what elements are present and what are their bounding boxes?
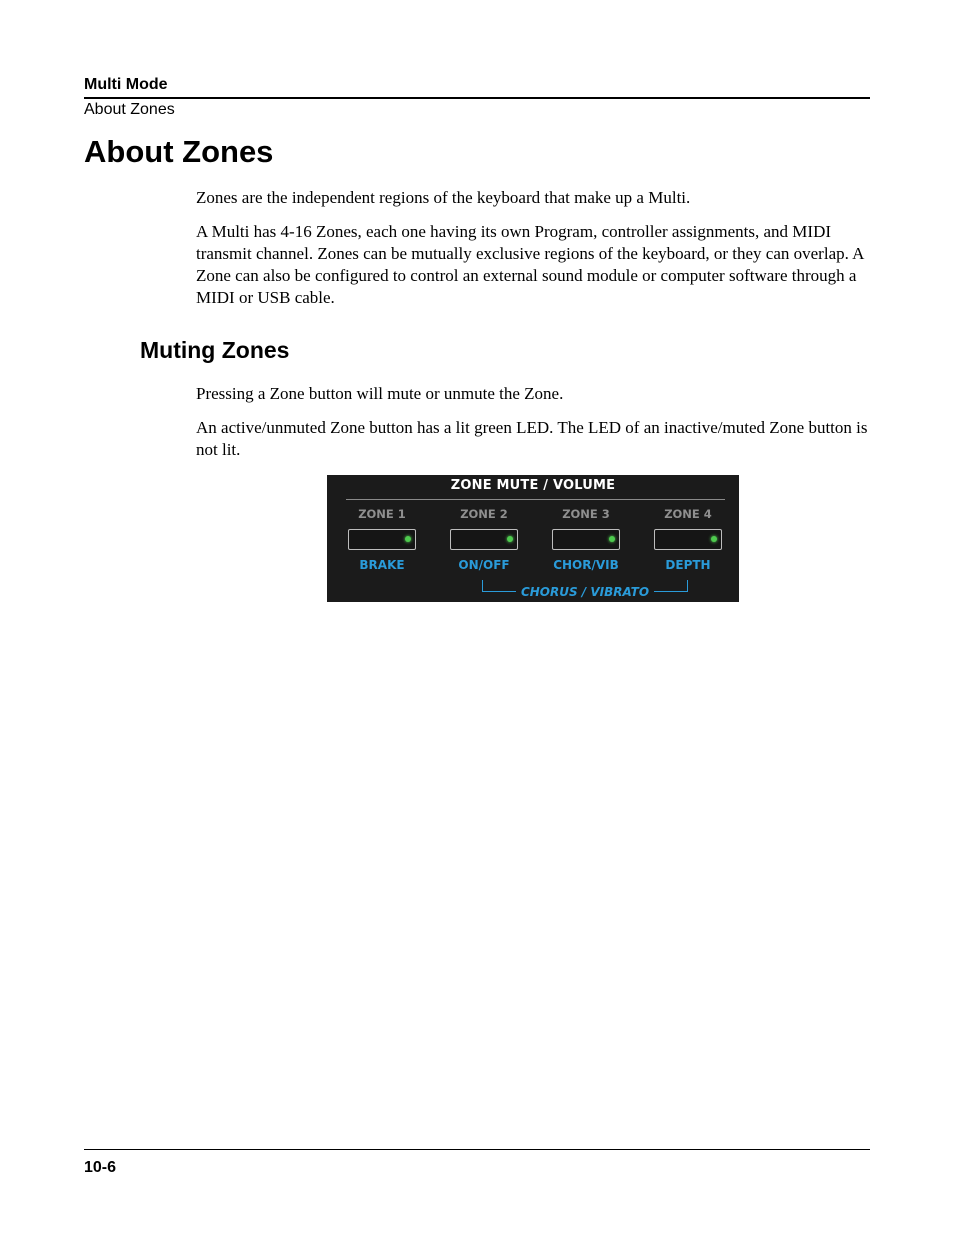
zone-2-button[interactable] [450, 529, 518, 550]
zone-1-function-label: BRAKE [359, 558, 405, 572]
group-bracket-left [482, 580, 516, 592]
panel-divider [346, 499, 725, 500]
intro-paragraph-2: A Multi has 4-16 Zones, each one having its own Program, controller assignments, and MIDI transmit channel. Zones can be mutually exclusive regions of the keyboard, or they can overlap. A Zone can also be configured to control an external sound module or computer software through a MIDI or USB cable. [196, 222, 864, 307]
zone-3-label: ZONE 3 [562, 507, 610, 521]
zone-4-label: ZONE 4 [664, 507, 712, 521]
group-bracket-right [654, 580, 688, 592]
zone-4-function-label: DEPTH [665, 558, 711, 572]
header-rule [84, 97, 870, 99]
zone-3-button[interactable] [552, 529, 620, 550]
group-label: CHORUS / VIBRATO [520, 585, 650, 599]
zone-3-led-icon [609, 536, 615, 542]
footer-rule [84, 1149, 870, 1150]
zone-1-label: ZONE 1 [358, 507, 406, 521]
zone-2-label: ZONE 2 [460, 507, 508, 521]
page-number: 10-6 [84, 1159, 117, 1176]
header-chapter: Multi Mode [84, 76, 168, 93]
zone-mute-panel [327, 475, 739, 602]
zone-3-function-label: CHOR/VIB [553, 558, 619, 572]
header-section: About Zones [84, 101, 175, 118]
zone-2-function-label: ON/OFF [458, 558, 510, 572]
zone-1-led-icon [405, 536, 411, 542]
zone-1-button[interactable] [348, 529, 416, 550]
zone-4-led-icon [711, 536, 717, 542]
zone-2-led-icon [507, 536, 513, 542]
intro-paragraph-1: Zones are the independent regions of the keyboard that make up a Multi. [196, 188, 691, 207]
zone-4-button[interactable] [654, 529, 722, 550]
muting-paragraph-1: Pressing a Zone button will mute or unmute the Zone. [196, 384, 564, 403]
subsection-title: Muting Zones [140, 337, 290, 363]
muting-paragraph-2: An active/unmuted Zone button has a lit green LED. The LED of an inactive/muted Zone button is not lit. [196, 418, 868, 459]
page-title: About Zones [84, 134, 274, 169]
panel-title: ZONE MUTE / VOLUME [450, 478, 616, 493]
